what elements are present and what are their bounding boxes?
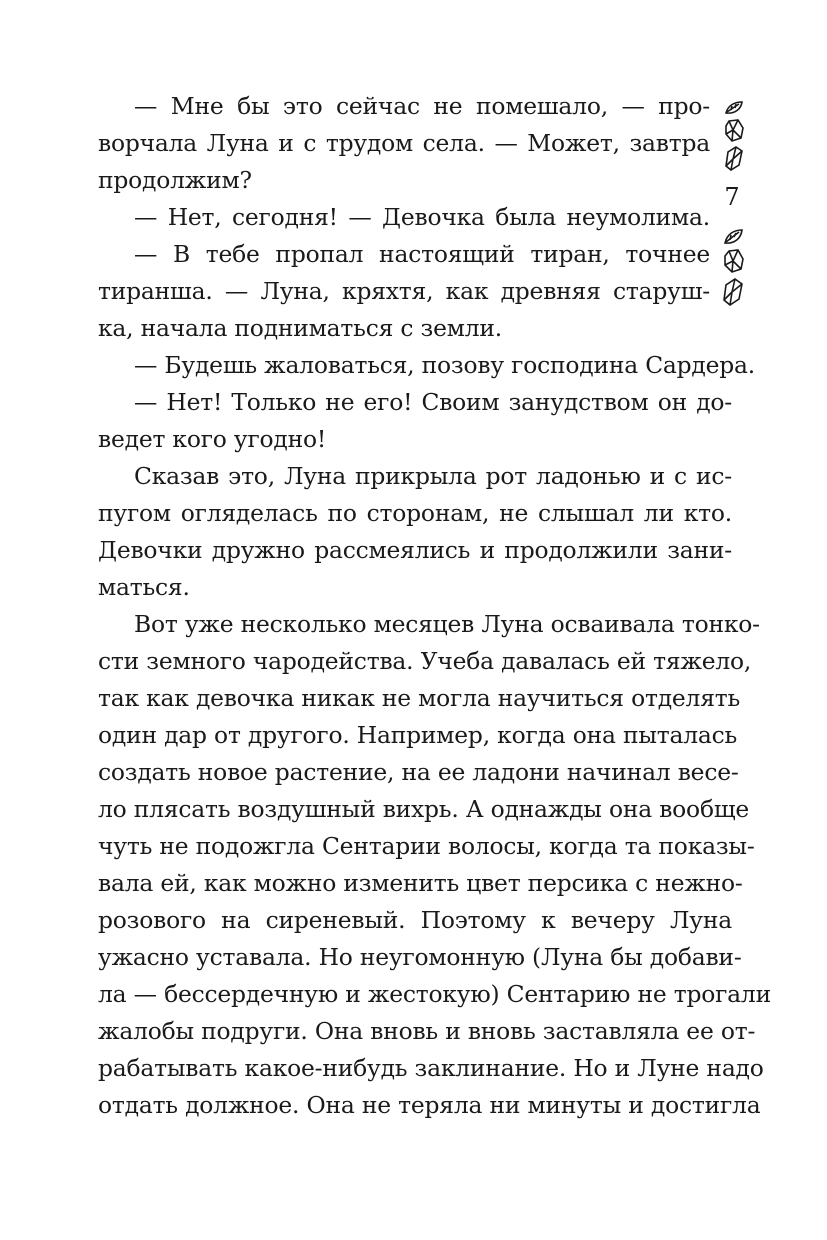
text-line: ло плясать воздушный вихрь. А однажды она вообще: [98, 795, 750, 823]
text-line: создать новое растение, на ее ладони начинал весе-: [98, 758, 739, 786]
text-line: ка, начала подниматься с земли.: [98, 314, 502, 342]
leaf-icon: [726, 102, 742, 113]
text-line: Девочки дружно рассмеялись и продолжили зани-: [98, 536, 732, 564]
gem-icon: [724, 279, 742, 305]
page-number: 7: [724, 183, 740, 211]
text-line: так как девочка никак не могла научиться отделять: [98, 684, 741, 712]
text-line: жалобы подруги. Она вновь и вновь заставляла ее от-: [98, 1017, 756, 1045]
text-line: один дар от другого. Например, когда она пыталась: [98, 721, 738, 749]
gem-icon: [726, 147, 742, 170]
text-line: ла — бессердечную и жестокую) Сентарию не трогали: [98, 980, 771, 1008]
text-line: чуть не подожгла Сентарии волосы, когда та показы-: [98, 832, 755, 860]
text-line: ужасно уставала. Но неугомонную (Луна бы добави-: [98, 943, 742, 971]
text-line: ведет кого угодно!: [98, 425, 327, 453]
bottom-ornament: [720, 225, 746, 310]
text-line: Вот уже несколько месяцев Луна осваивала тонко-: [134, 610, 760, 638]
text-line: — В тебе пропал настоящий тиран, точнее: [134, 240, 710, 268]
text-line: — Нет! Только не его! Своим занудством он до-: [134, 388, 732, 416]
text-line: — Будешь жаловаться, позову господина Сардера.: [134, 351, 756, 379]
text-line: — Мне бы это сейчас не помешало, — про-: [134, 92, 710, 120]
crystal-icon: [725, 250, 743, 272]
crystal-icon: [726, 120, 743, 141]
text-line: — Нет, сегодня! — Девочка была неумолима.: [134, 203, 710, 231]
text-line: отдать должное. Она не теряла ни минуты и достигла: [98, 1091, 761, 1119]
text-line: пугом огляделась по сторонам, не слышал ли кто.: [98, 499, 732, 527]
text-line: маться.: [98, 573, 190, 601]
text-line: тиранша. — Луна, кряхтя, как древняя старуш-: [98, 277, 710, 305]
text-line: рабатывать какое-нибудь заклинание. Но и Луне надо: [98, 1054, 764, 1082]
top-ornament: [721, 97, 747, 177]
text-line: продолжим?: [98, 166, 252, 194]
text-line: Сказав это, Луна прикрыла рот ладонью и с ис-: [134, 462, 732, 490]
text-line: розового на сиреневый. Поэтому к вечеру Луна: [98, 906, 732, 934]
text-line: ворчала Луна и с трудом села. — Может, завтра: [98, 129, 710, 157]
text-line: вала ей, как можно изменить цвет персика с нежно-: [98, 869, 743, 897]
leaf-icon: [725, 230, 742, 243]
text-line: сти земного чародейства. Учеба давалась ей тяжело,: [98, 647, 752, 675]
